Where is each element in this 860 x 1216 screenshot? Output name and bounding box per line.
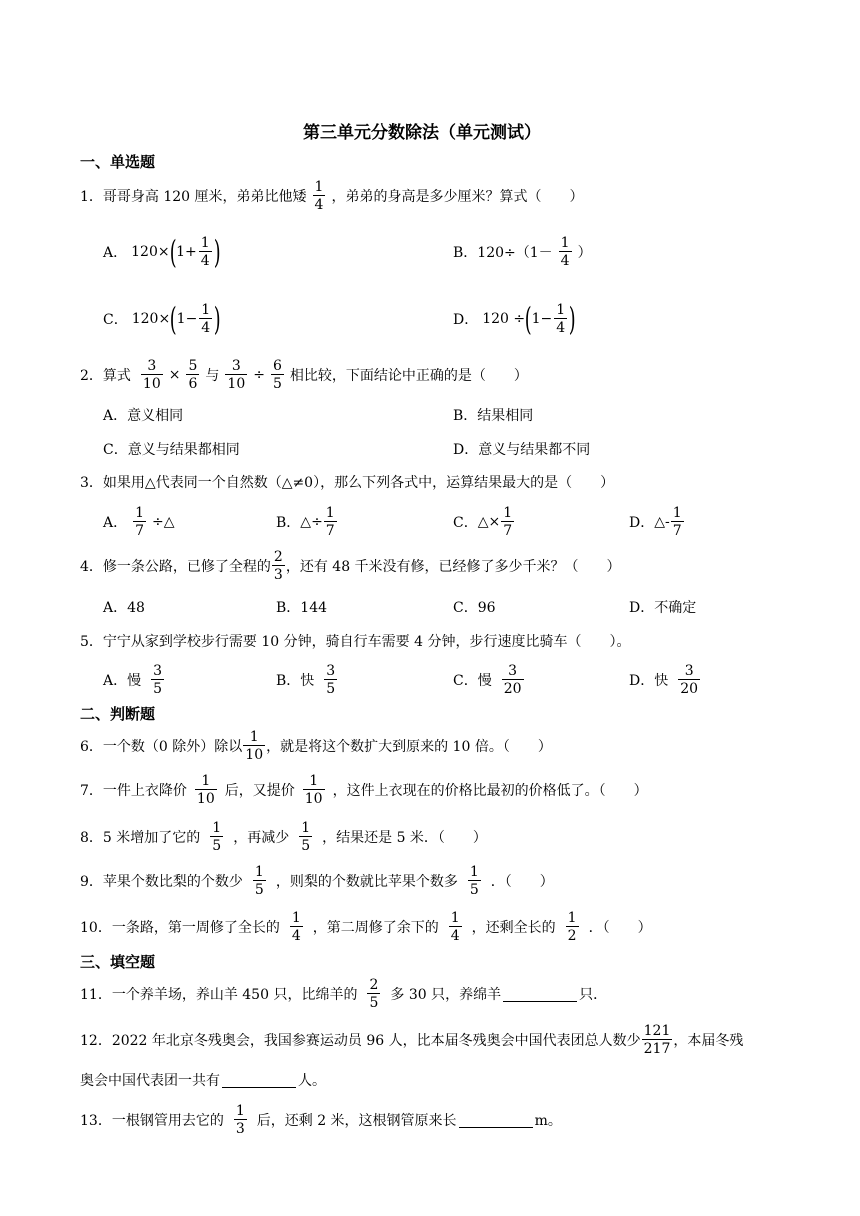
question-text: 人。 [298,1073,326,1089]
option-label: A． [103,515,128,531]
option-a[interactable]: A．意义相同 [103,408,184,424]
question-text: 相比较，下面结论中正确的是（ ） [289,368,528,384]
option-expression: 120× [131,244,170,260]
fraction: $\frac{1}{4}$ [314,179,324,213]
question-text: ，弟弟的身高是多少厘米？算式（ ） [331,189,584,205]
question-text: ，这件上衣现在的价格比最初的价格低了。（ ） [332,783,648,799]
fraction: $\frac{6}{5}$ [272,358,282,392]
option-expression: 120 ÷ [482,311,526,327]
option-c[interactable]: C．意义与结果都相同 [103,442,240,458]
answer-blank[interactable] [222,1073,296,1088]
fraction: $\frac{1}{4}$ [450,910,460,944]
question-number: 9． [80,874,103,890]
question-text: 奥会中国代表团一共有 [80,1073,220,1089]
fraction: $\frac{3}{20}$ [680,663,699,697]
option-label: C．慢 [453,673,492,689]
fraction: $\frac{1}{3}$ [235,1103,245,1137]
fraction: $\frac{1}{4}$ [201,302,211,336]
option-label: C． [103,312,128,328]
question-text: 哥哥身高 120 厘米，弟弟比他矮 [102,189,307,205]
question-text: 算式 [102,368,131,384]
question-number: 1． [80,189,103,205]
option-expression: 120× [131,311,171,327]
question-2 [80,353,528,397]
question-13 [80,1098,562,1142]
option-b[interactable] [276,500,343,544]
right-paren-glyph: ) [568,300,576,338]
option-label: D． [453,312,479,328]
operator: × [168,367,181,383]
question-12 [80,1018,743,1062]
question-1 [80,174,583,218]
fraction: $\frac{5}{6}$ [188,358,198,392]
right-paren-glyph: ) [214,300,221,338]
question-text: 宁宁从家到学校步行需要 10 分钟，骑自行车需要 4 分钟，步行速度比骑车（ ）。 [102,634,631,650]
fraction: $\frac{3}{10}$ [142,358,161,392]
left-paren-glyph: ( [524,300,532,338]
fraction: $\frac{1}{7}$ [503,505,513,539]
question-number: 5． [80,634,103,650]
question-text: ，还有 48 千米没有修，已经修了多少千米？（ ） [285,559,621,575]
question-8 [80,815,487,859]
question-text: ．（ ） [588,920,652,936]
option-expression: 120÷（1－ [477,245,553,261]
question-3 [80,472,614,492]
question-number: 4． [80,559,103,575]
fraction: $\frac{1}{4}$ [291,910,301,944]
left-paren-glyph: ( [169,300,177,338]
fraction: $\frac{1}{10}$ [196,773,215,807]
fraction: $\frac{1}{5}$ [469,864,479,898]
fraction: $\frac{3}{10}$ [227,358,246,392]
question-text: 一个养羊场，养山羊 450 只，比绵羊的 [111,987,358,1003]
question-4 [80,544,621,588]
question-text: 5 米增加了它的 [102,830,201,846]
option-expression: ） [577,245,592,261]
option-b[interactable]: B．结果相同 [453,408,534,424]
option-label: D．快 [629,673,669,689]
option-label: A． [103,245,128,261]
question-9 [80,859,554,903]
question-text: ，就是将这个数扩大到原来的 10 倍。（ ） [266,739,552,755]
right-paren-glyph: ) [213,233,221,271]
operator: ÷ [253,367,265,383]
fraction: $\frac{1}{10}$ [245,729,264,763]
question-text: m。 [534,1113,562,1129]
fraction: $\frac{2}{5}$ [369,977,379,1011]
question-text: 苹果个数比梨的个数少 [102,874,243,890]
option-d[interactable] [629,658,706,702]
page-title: 第三单元分数除法（单元测试） [303,123,541,143]
question-number: 11． [80,987,112,1003]
section-heading-fill-blank: 三、填空题 [80,953,156,971]
option-b[interactable] [453,230,592,274]
question-10 [80,905,652,949]
option-label: C． [453,515,478,531]
question-7 [80,768,648,812]
option-expression-inner: 1− [176,311,198,327]
fraction: $\frac{3}{5}$ [326,663,336,697]
question-text: 只． [579,987,608,1003]
fraction: $\frac{3}{5}$ [153,663,163,697]
question-text: 修一条公路，已修了全程的 [102,559,271,575]
option-label: A．慢 [103,673,142,689]
option-d[interactable] [629,500,690,544]
question-text: ，则梨的个数就比苹果个数多 [275,874,458,890]
question-text: 一根钢管用去它的 [111,1113,224,1129]
option-label: B． [276,515,301,531]
option-expression: △× [477,514,501,530]
fraction: $\frac{1}{5}$ [212,820,222,854]
section-heading-true-false: 二、判断题 [80,705,156,723]
fraction: $\frac{1}{7}$ [672,505,682,539]
option-b[interactable]: B．144 [276,600,328,616]
option-expression-inner: 1− [531,311,553,327]
option-label: D． [629,515,655,531]
question-text: ，再减少 [233,830,290,846]
question-number: 6． [80,739,103,755]
answer-blank[interactable] [503,987,577,1002]
question-text: 一件上衣降价 [102,783,187,799]
fraction: $\frac{1}{7}$ [135,505,145,539]
fraction: $\frac{2}{3}$ [273,549,283,583]
option-d[interactable]: D．不确定 [629,600,697,616]
question-text: 与 [205,368,220,384]
question-number: 3． [80,475,103,491]
question-text: 后，又提价 [224,783,295,799]
question-number: 12． [80,1033,112,1049]
fraction: $\frac{121}{217}$ [643,1023,671,1057]
option-expression: △- [654,514,670,530]
option-a[interactable] [103,500,175,544]
option-d[interactable]: D．意义与结果都不同 [453,442,591,458]
option-a[interactable] [103,658,170,702]
question-text: ，本届冬残 [673,1033,744,1049]
fraction: $\frac{1}{4}$ [560,235,570,269]
option-label: B． [453,245,478,261]
question-text: 后，还剩 2 米，这根钢管原来长 [256,1113,457,1129]
fraction: $\frac{1}{4}$ [200,235,210,269]
question-text: 多 30 只，养绵羊 [390,987,502,1003]
question-number: 2． [80,368,103,384]
question-text: ．（ ） [490,874,554,890]
option-expression: △÷ [300,514,323,530]
fraction: $\frac{3}{20}$ [503,663,522,697]
option-a[interactable]: A．48 [103,600,145,616]
fraction: $\frac{1}{5}$ [254,864,264,898]
left-paren-glyph: ( [169,233,177,271]
question-number: 13． [80,1113,112,1129]
question-text: ，第二周修了余下的 [312,920,439,936]
option-expression: ÷△ [152,514,175,530]
question-text: 2022 年北京冬残奥会，我国参赛运动员 96 人，比本届冬残奥会中国代表团总人数少 [111,1033,641,1049]
option-c[interactable]: C．96 [453,600,496,616]
question-number: 7． [80,783,103,799]
option-c[interactable] [103,297,221,341]
question-text: ，还剩全长的 [471,920,556,936]
question-number: 10． [80,920,112,936]
question-text: 一条路，第一周修了全长的 [111,920,280,936]
question-number: 8． [80,830,103,846]
option-label: B．快 [276,673,315,689]
question-text: ，结果还是 5 米．（ ） [322,830,487,846]
fraction: $\frac{1}{2}$ [567,910,577,944]
option-c[interactable] [453,658,530,702]
section-heading-single-choice: 一、单选题 [80,153,156,171]
option-d[interactable] [453,297,576,341]
fraction: $\frac{1}{4}$ [556,302,566,336]
question-text: 一个数（0 除外）除以 [102,739,243,755]
question-5 [80,631,630,651]
fraction: $\frac{1}{10}$ [304,773,323,807]
question-12-line-2 [80,1070,326,1090]
question-11 [80,972,607,1016]
option-expression-inner: 1+ [176,244,197,260]
option-a[interactable] [103,230,220,274]
option-c[interactable] [453,500,520,544]
option-b[interactable] [276,658,343,702]
fraction: $\frac{1}{5}$ [301,820,311,854]
question-6 [80,724,552,768]
fraction: $\frac{1}{7}$ [325,505,335,539]
answer-blank[interactable] [459,1113,533,1128]
question-text: 如果用△代表同一个自然数（△≠0），那么下列各式中，运算结果最大的是（ ） [102,475,615,491]
